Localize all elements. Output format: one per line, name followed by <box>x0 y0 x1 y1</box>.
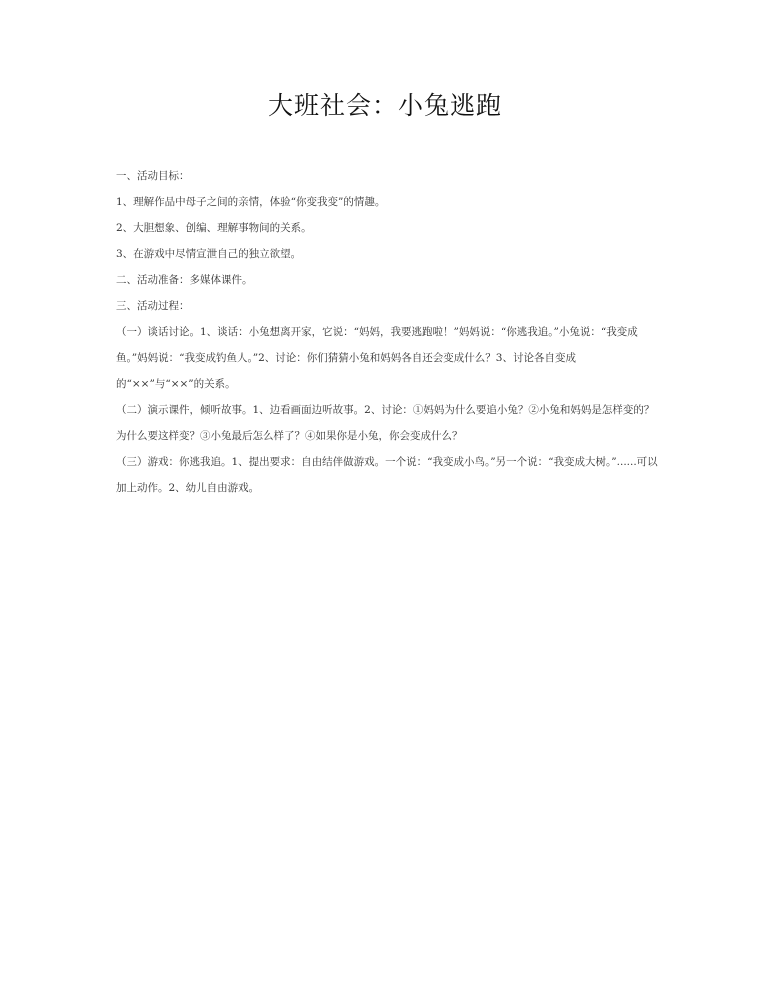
process-step-2: （二）演示课件，倾听故事。1、边看画面边听故事。2、讨论：①妈妈为什么要追小兔？②小兔和妈妈是怎样变的？为什么要这样变？③小兔最后怎么样了？④如果你是小兔，你会变成什么？ <box>116 404 655 442</box>
section-heading-process: 三、活动过程： <box>116 300 190 312</box>
goal-item-2: 2、大胆想象、创编、理解事物间的关系。 <box>116 222 312 234</box>
section-heading-goals: 一、活动目标： <box>116 170 190 182</box>
process-step-1: （一）谈话讨论。1、谈话：小兔想离开家，它说：“妈妈，我要逃跑啦！”妈妈说：“你逃我追。”小兔说：“我变成鱼。”妈妈说：“我变成钓鱼人。”2、讨论：你们猜猜小兔和妈妈各自还会变成什么？3、讨论各自变成的“××”与“××”的关系。 <box>116 326 638 390</box>
goal-item-1: 1、理解作品中母子之间的亲情，体验“你变我变”的情趣。 <box>116 196 386 208</box>
document-body <box>116 163 664 501</box>
goal-item-3: 3、在游戏中尽情宣泄自己的独立欲望。 <box>116 248 302 260</box>
process-step-3: （三）游戏：你逃我追。1、提出要求：自由结伴做游戏。一个说：“我变成小鸟。”另一个说：“我变成大树。”......可以加上动作。2、幼儿自由游戏。 <box>116 456 658 494</box>
section-heading-preparation: 二、活动准备：多媒体课件。 <box>116 274 253 286</box>
document-title: 大班社会：小兔逃跑 <box>267 91 502 120</box>
